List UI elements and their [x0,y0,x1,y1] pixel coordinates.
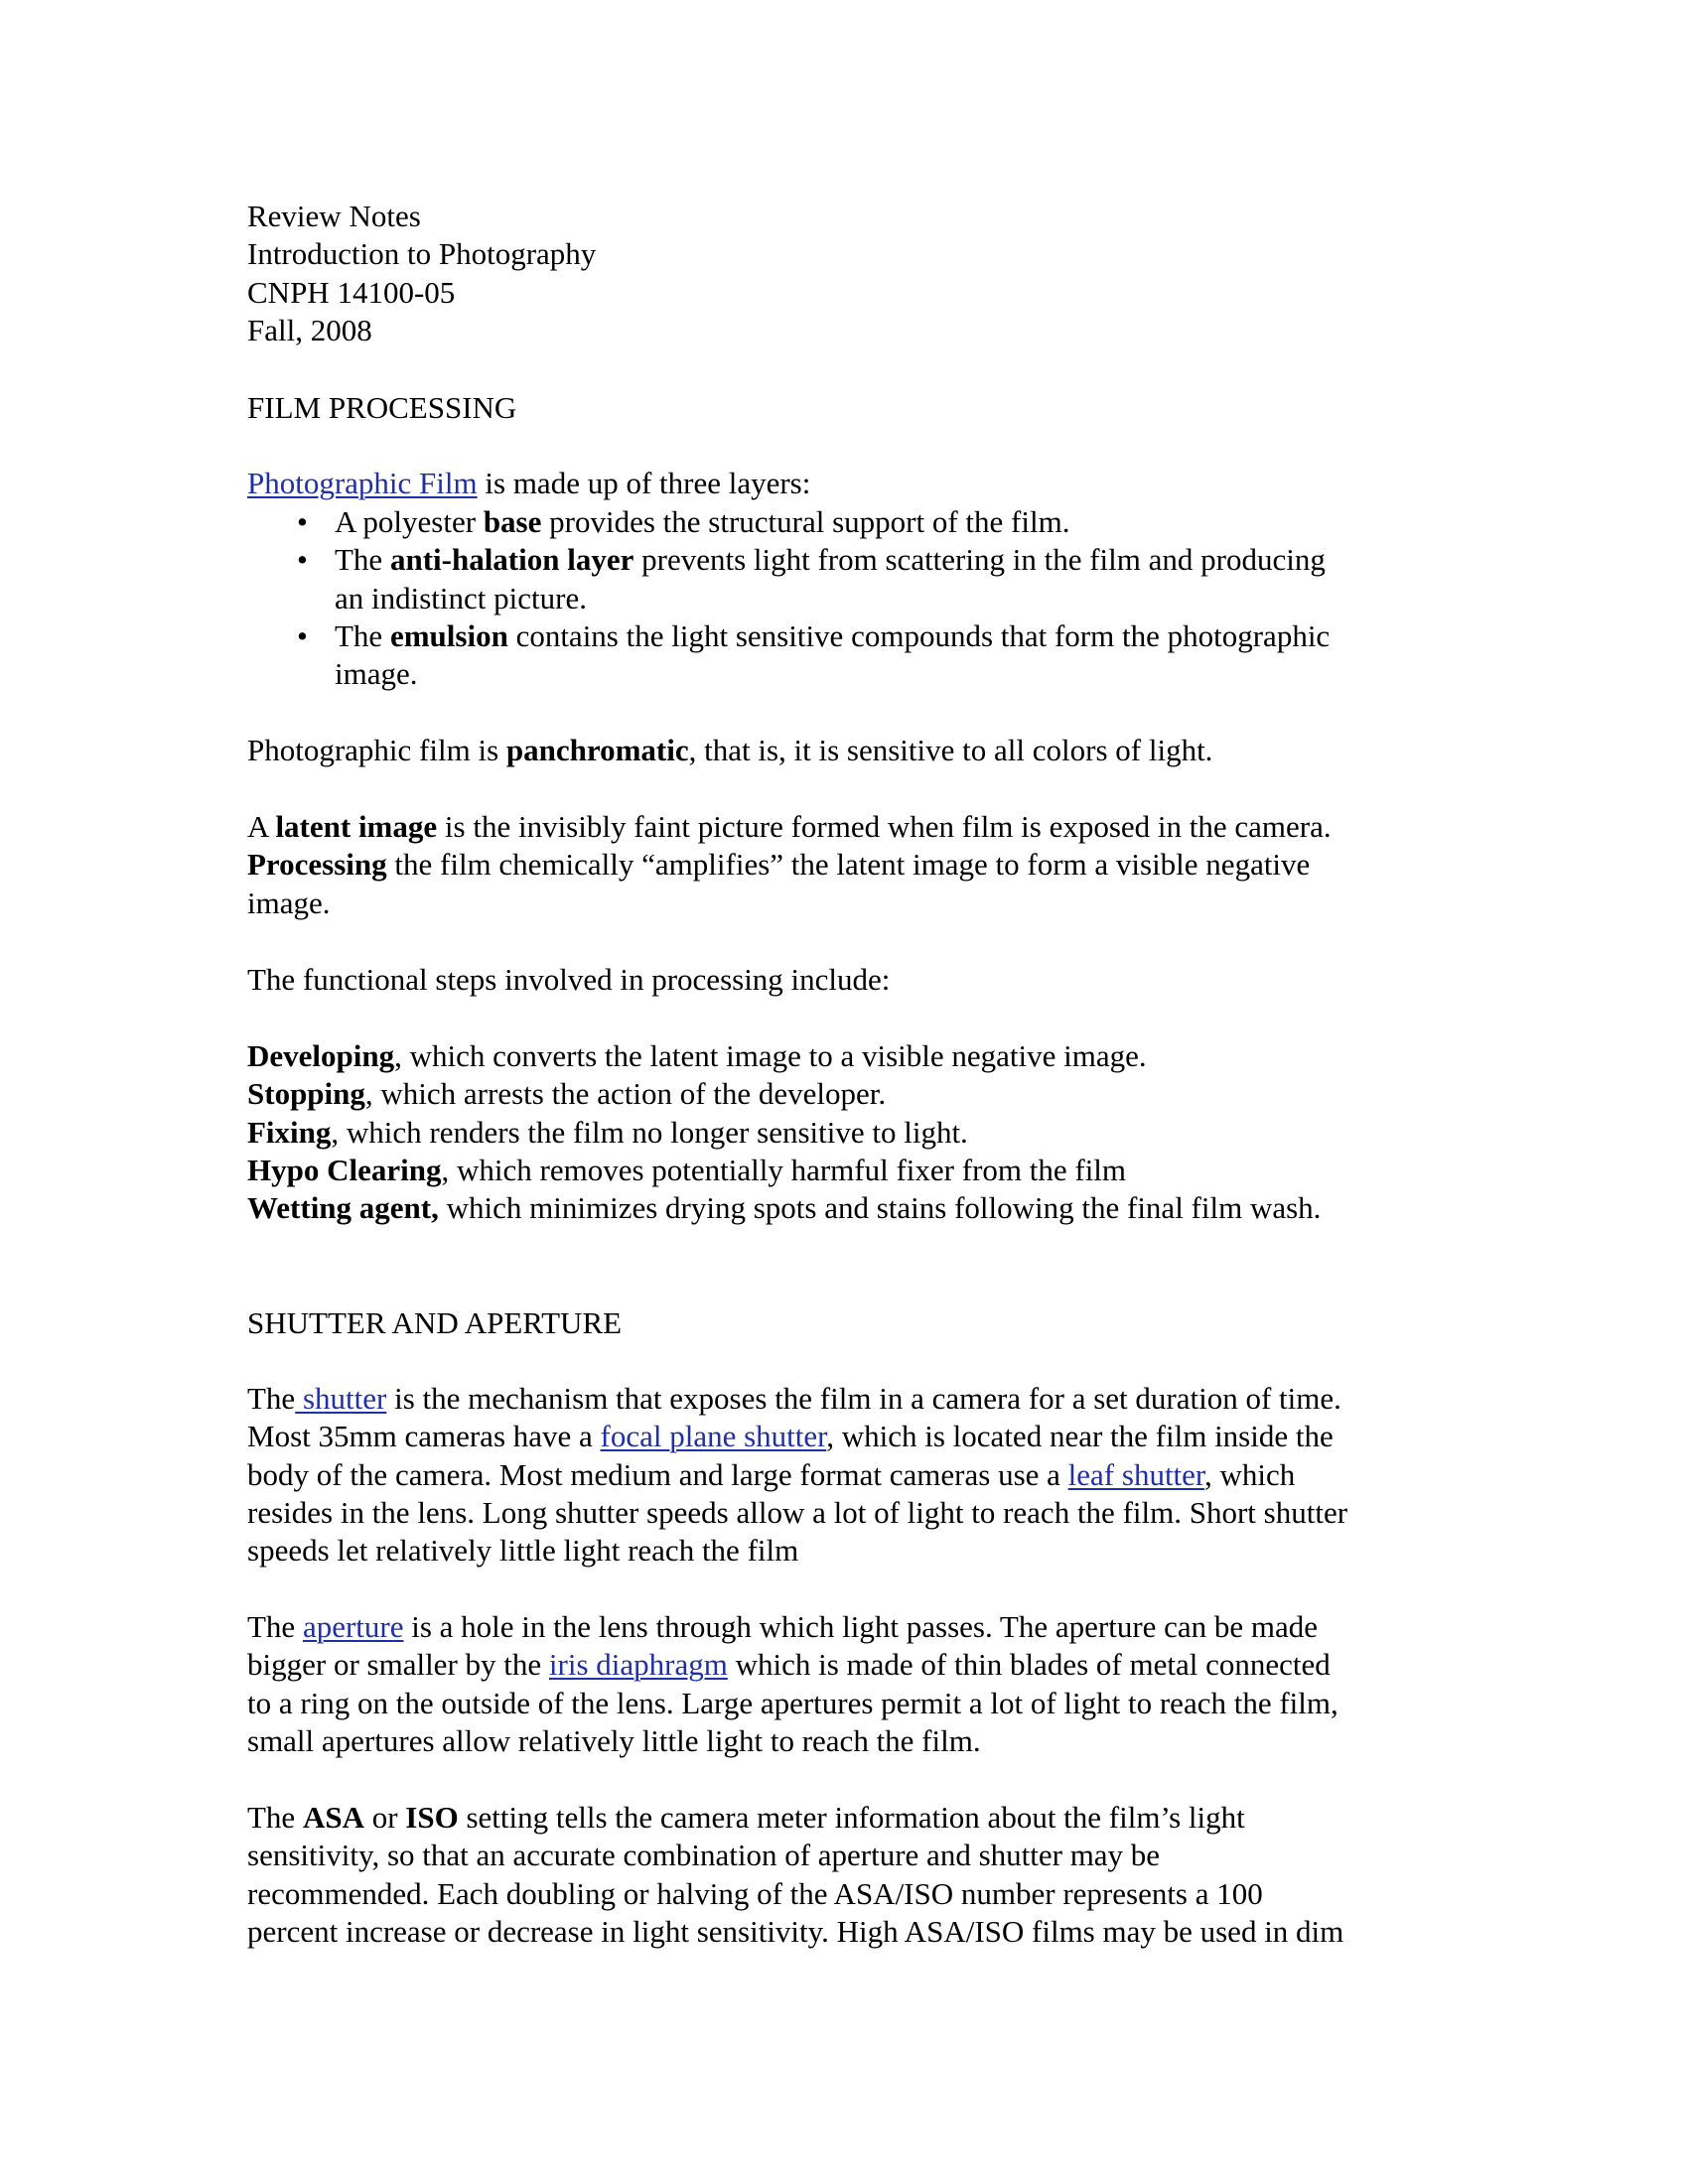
text: The [335,617,390,653]
text: contains the light sensitive compounds that form the photographic [507,617,1331,653]
text: body of the camera. Most medium and large format cameras use a [247,1456,1068,1492]
text: , which converts the latent image to a visible negative image. [394,1038,1147,1073]
film-intro [247,465,1439,502]
text: A polyester [335,504,484,539]
text: image. [335,656,418,692]
term-panchromatic: panchromatic [505,733,689,767]
text: Photographic film is [247,733,506,767]
shutter-link[interactable]: shutter [295,1381,387,1416]
text: The [247,1800,303,1835]
term: Fixing [247,1114,332,1150]
text: recommended. Each doubling or halving of the ASA/ISO number represents a 100 [247,1875,1263,1911]
list-item [247,503,1439,541]
text: , which is located near the film inside the [826,1419,1334,1454]
step-stopping [247,1075,1439,1113]
term-latent-image: latent image [275,809,438,844]
term-anti-halation: anti-halation layer [389,542,634,578]
text: is a hole in the lens through which light passes. The aperture can be made [403,1609,1319,1644]
step-fixing [247,1114,1439,1152]
text: The [335,542,390,578]
term: Stopping [247,1076,365,1112]
text: , which [1204,1456,1296,1492]
text: The [247,1381,296,1416]
step-hypo-clearing [247,1152,1439,1189]
text: to a ring on the outside of the lens. Large apertures permit a lot of light to reach the film, [247,1685,1338,1720]
text: , which removes potentially harmful fixer from the film [441,1152,1127,1187]
text: Most 35mm cameras have a [247,1419,601,1454]
text: percent increase or decrease in light sensitivity. High ASA/ISO films may be used in dim [247,1913,1344,1949]
header-course-code: CNPH 14100-05 [247,274,456,310]
bullet-icon: • [297,504,308,539]
asa-iso-paragraph [247,1799,1439,1951]
film-layers-list [247,503,1439,693]
bullet-icon: • [297,542,308,578]
bullet-icon: • [297,617,308,653]
shutter-paragraph [247,1380,1439,1570]
term: Wetting agent, [247,1190,439,1226]
text: speeds let relatively little light reach the film [247,1533,799,1569]
text: image. [247,885,331,920]
document-header [247,198,1439,349]
panchromatic-paragraph [247,732,1439,769]
text: , which renders the film no longer sensitive to light. [331,1114,968,1150]
term-iso: ISO [405,1800,459,1835]
heading-text: SHUTTER AND APERTURE [247,1305,623,1340]
text: , that is, it is sensitive to all colors of light. [688,733,1213,767]
list-item [247,541,1439,617]
text: prevents light from scattering in the film and producing [633,542,1326,578]
header-term: Fall, 2008 [247,312,372,347]
header-title: Review Notes [247,199,421,233]
step-wetting-agent [247,1189,1439,1227]
text: sensitivity, so that an accurate combination of aperture and shutter may be [247,1838,1161,1873]
heading-text: FILM PROCESSING [247,390,517,425]
text: small apertures allow relatively little light to reach the film. [247,1722,981,1758]
section-heading-film-processing [247,389,1439,427]
text: which is made of thin blades of metal connected [727,1647,1331,1683]
text: or [363,1800,406,1835]
text: A [247,809,276,844]
text: the film chemically “amplifies” the latent image to form a visible negative [386,847,1311,883]
leaf-shutter-link[interactable]: leaf shutter [1067,1456,1205,1492]
term-processing: Processing [247,847,387,883]
text: an indistinct picture. [335,580,587,615]
focal-plane-shutter-link[interactable]: focal plane shutter [600,1419,827,1454]
text: which minimizes drying spots and stains following the final film wash. [438,1190,1322,1226]
iris-diaphragm-link[interactable]: iris diaphragm [548,1647,728,1683]
term-emulsion: emulsion [389,617,508,653]
term: Developing [247,1038,395,1073]
text: The functional steps involved in processing include: [247,962,891,997]
text: , which arrests the action of the developer. [364,1076,887,1112]
step-developing [247,1037,1439,1075]
text: is the invisibly faint picture formed when film is exposed in the camera. [437,809,1332,844]
text: bigger or smaller by the [247,1647,549,1683]
text: is the mechanism that exposes the film in a camera for a set duration of time. [386,1381,1341,1416]
aperture-paragraph [247,1608,1439,1760]
latent-image-paragraph [247,808,1439,922]
term-base: base [483,504,542,539]
film-intro-text: is made up of three layers: [477,466,811,500]
processing-steps [247,1037,1439,1227]
photographic-film-link[interactable]: Photographic Film [247,466,478,500]
text: provides the structural support of the film. [541,504,1070,539]
section-heading-shutter-aperture [247,1304,1439,1342]
text: resides in the lens. Long shutter speeds allow a lot of light to reach the film. Short shutter [247,1494,1348,1530]
steps-intro [247,961,1439,999]
header-course: Introduction to Photography [247,236,597,272]
list-item [247,617,1439,694]
text: The [247,1609,303,1644]
term-asa: ASA [302,1800,364,1835]
term: Hypo Clearing [247,1152,442,1187]
aperture-link[interactable]: aperture [302,1609,404,1644]
text: setting tells the camera meter information about the film’s light [458,1800,1245,1835]
